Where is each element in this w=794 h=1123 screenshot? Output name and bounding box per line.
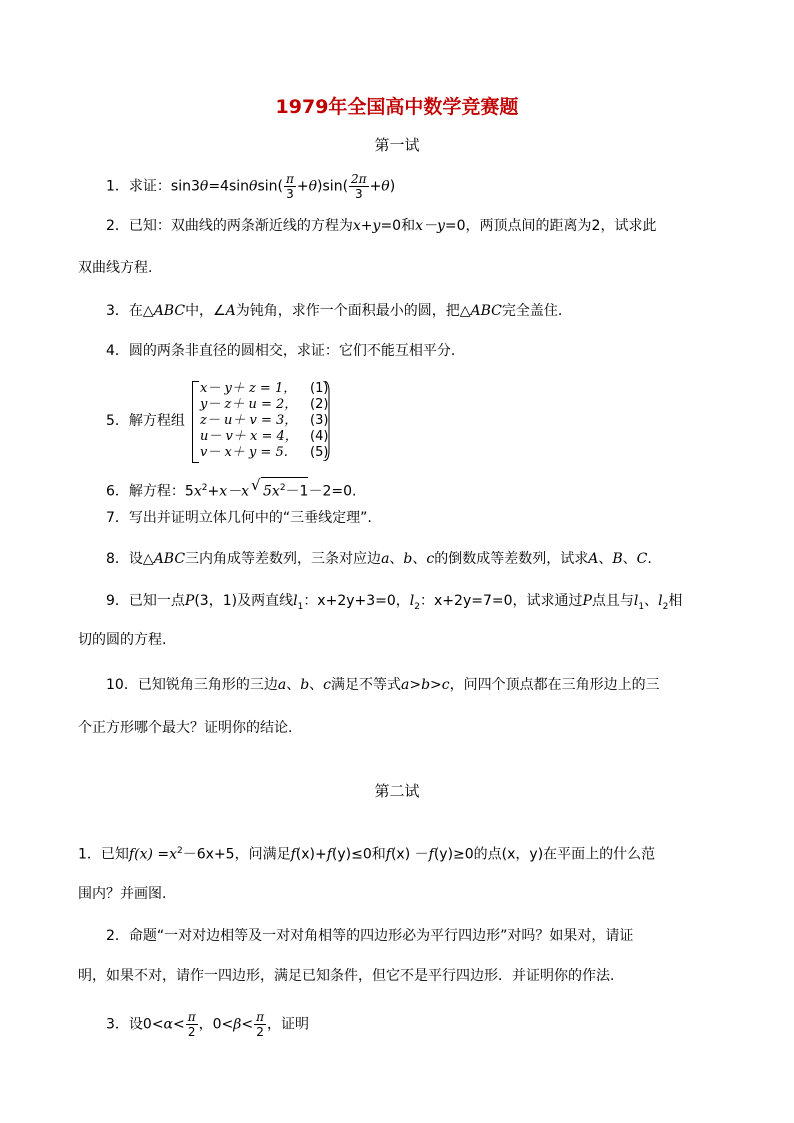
- system-rows: [200, 381, 329, 461]
- problem-2-line-1: 2．已知：双曲线的两条渐近线的方程为x+y=0和x－y=0，两顶点间的距离为2，试求此: [106, 218, 657, 234]
- system-brace: [192, 381, 199, 463]
- problem-10-line-2: 个正方形哪个最大？证明你的结论.: [78, 720, 293, 736]
- problem-7: 7．写出并证明立体几何中的“三垂线定理”.: [106, 510, 372, 526]
- problem-1: 1．求证：sin3θ=4sinθsin( $\frac{\pi}{3}$ +θ)sin( $\frac{2\pi}{3}$ +θ): [106, 172, 396, 201]
- fraction-2pi-over-3: $\frac{2\pi}{3}$: [351, 172, 367, 201]
- problem-9-line-2: 切的圆的方程.: [78, 632, 167, 648]
- page-title: 1979年全国高中数学竞赛题: [275, 96, 519, 118]
- problem-5-label: 5．解方程组: [106, 413, 185, 429]
- problem-10-line-1: 10．已知锐角三角形的三边a、b、c满足不等式a>b>c，问四个顶点都在三角形边上的三: [106, 677, 660, 693]
- problem-6: 6．解方程：$5x^2+x-x√$ $5x^2-1-2=0$.: [106, 477, 356, 502]
- problem-4: 4．圆的两条非直径的圆相交，求证：它们不能互相平分.: [106, 343, 456, 359]
- system-row: y－ z＋ u = 2， (2): [200, 397, 329, 412]
- problem-3: 3．在△ABC中，∠A为钝角，求作一个面积最小的圆，把△ABC完全盖住.: [106, 303, 563, 319]
- system-right-brace: [322, 381, 330, 461]
- problem-8: 8．设△ABC三内角成等差数列，三条对应边a、b、c的倒数成等差数列，试求A、B、C.: [106, 551, 652, 567]
- system-row: u－ v＋ x = 4， (4): [200, 429, 329, 444]
- second-problem-1-line-1: 1．已知$f(x) =x^2-6x+5$，问满足f(x)+f(y)≤0和f(x) －f(y)≥0的点(x，y)在平面上的什么范: [78, 846, 656, 863]
- second-problem-3: 3．设0<α< $\frac{\pi}{2}$ ，0<β< $\frac{\pi}{2}$ ，证明: [106, 1010, 309, 1039]
- fraction-pi-over-2: $\frac{\pi}{2}$: [187, 1010, 196, 1039]
- system-row: x－ y＋ z = 1， (1): [200, 381, 329, 396]
- square-root: √ $5x^2-1$: [261, 477, 308, 502]
- section-heading-first: 第一试: [374, 136, 420, 154]
- second-problem-2-line-1: 2．命题“一对对边相等及一对对角相等的四边形必为平行四边形”对吗？如果对，请证: [106, 928, 634, 944]
- system-row: v－ x＋ y = 5. (5): [200, 445, 329, 460]
- second-problem-1-line-2: 围内？并画图.: [78, 886, 167, 902]
- problem-2-line-2: 双曲线方程.: [78, 260, 153, 276]
- fraction-pi-over-3: $\frac{\pi}{3}$: [285, 172, 294, 201]
- system-row: z－ u＋ v = 3， (3): [200, 413, 329, 428]
- fraction-pi-over-2: $\frac{\pi}{2}$: [256, 1010, 264, 1039]
- section-heading-second: 第二试: [374, 782, 420, 800]
- second-problem-2-line-2: 明，如果不对，请作一四边形，满足已知条件，但它不是平行四边形．并证明你的作法.: [78, 968, 615, 984]
- problem-9-line-1: 9．已知一点P(3，1)及两直线$l_1$：x+2y+3=0，$l_2$：x+2y=7=0，试求通过P点且与$l_1$、$l_2$相: [106, 593, 683, 612]
